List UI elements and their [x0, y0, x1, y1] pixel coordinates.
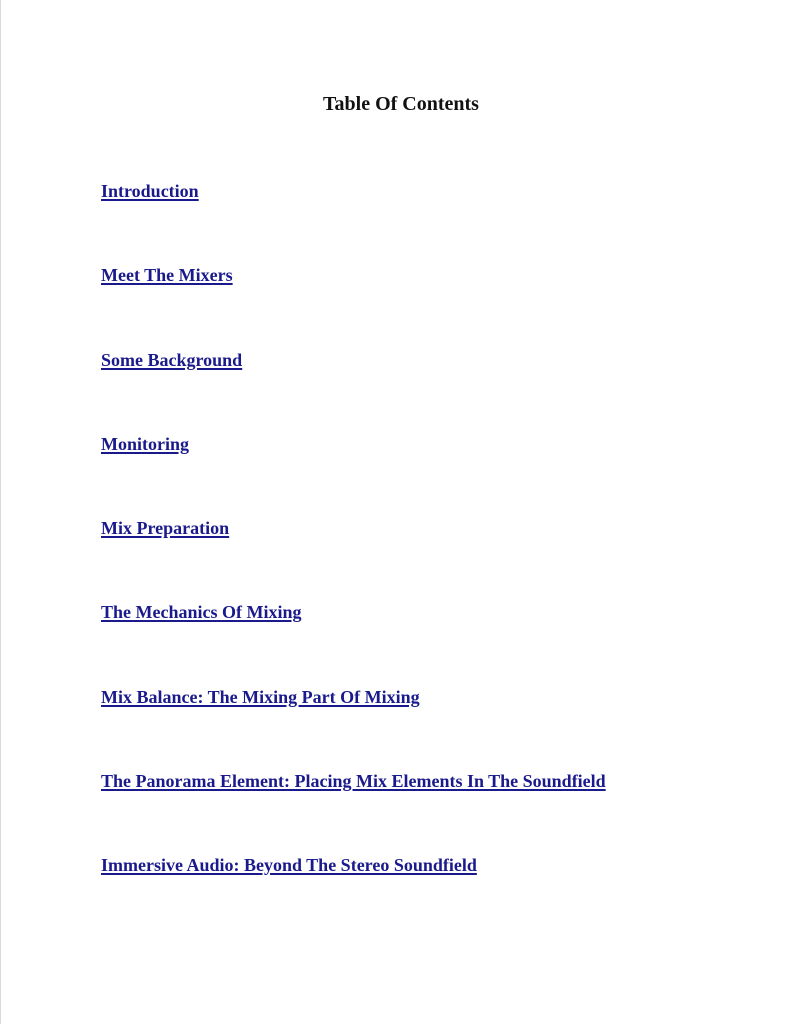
toc-link-mechanics-of-mixing[interactable]: The Mechanics Of Mixing — [101, 602, 302, 623]
toc-link-monitoring[interactable]: Monitoring — [101, 433, 189, 454]
toc-link-mix-preparation[interactable]: Mix Preparation — [101, 518, 230, 539]
toc-item — [101, 345, 606, 429]
page-title: Table Of Contents — [323, 93, 479, 115]
toc-link-mix-balance[interactable]: Mix Balance: The Mixing Part Of Mixing — [101, 686, 420, 707]
toc-link-some-background[interactable]: Some Background — [101, 349, 243, 370]
toc-item — [101, 850, 606, 934]
toc-item — [101, 597, 606, 681]
toc-item — [101, 682, 606, 766]
toc-list — [101, 176, 606, 935]
toc-link-introduction[interactable]: Introduction — [101, 181, 199, 201]
toc-link-meet-the-mixers[interactable]: Meet The Mixers — [101, 265, 233, 286]
toc-item — [101, 176, 606, 260]
toc-link-panorama-element[interactable]: The Panorama Element: Placing Mix Elements In The Soundfield — [101, 771, 606, 792]
toc-item — [101, 766, 606, 850]
toc-item — [101, 429, 606, 513]
toc-link-immersive-audio[interactable]: Immersive Audio: Beyond The Stereo Soundfield — [101, 855, 477, 876]
toc-item — [101, 260, 606, 344]
toc-item — [101, 513, 606, 597]
